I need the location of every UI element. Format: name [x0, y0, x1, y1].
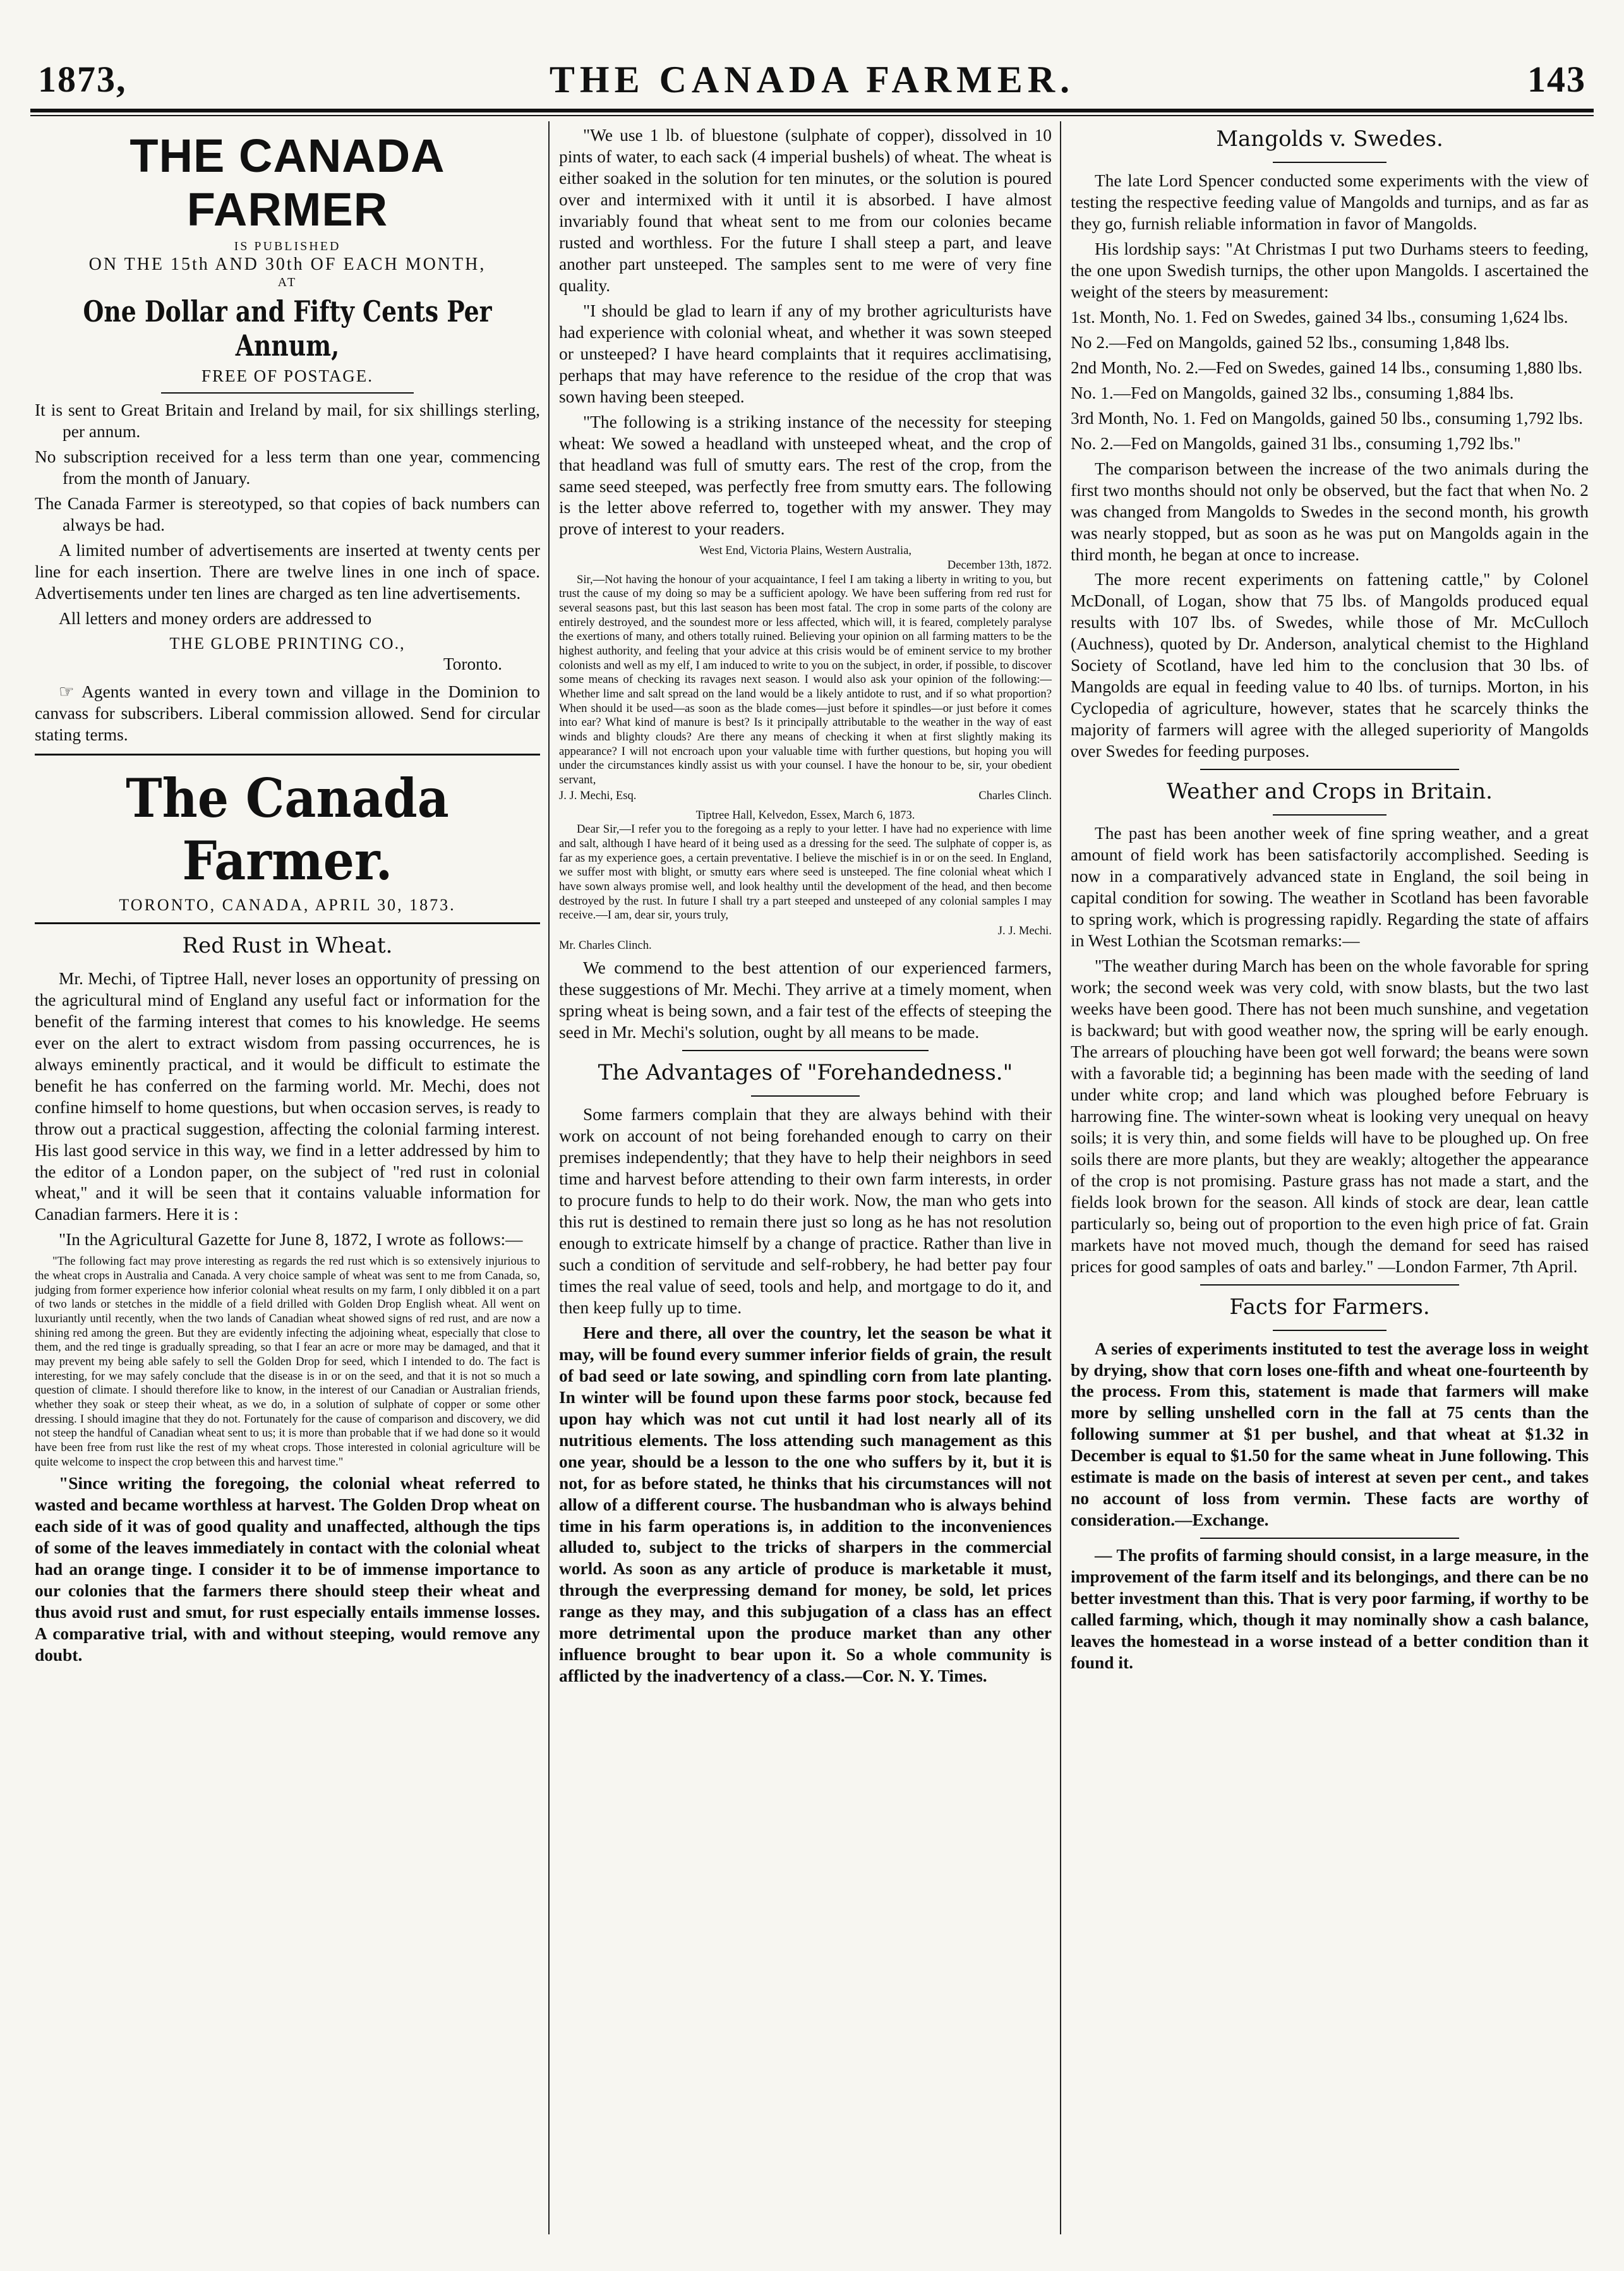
article-body — [35, 968, 540, 1251]
article-paragraph: Mr. Mechi, of Tiptree Hall, never loses an opportunity of pressing on the agricultural mind of England any useful fact or information for the benefit of the farming interest that comes to his knowledge. He seems ever on the alert to extract wisdom from passing occurrences, he is always eminently practical, and it would be difficult to estimate the benefit he has conferred on the farming world. Mr. Mechi, does not confine himself to home questions, but when occasion serves, is ready to throw out a practical suggestion, affecting the colonial farming interest. His last good service in this way, we find in a letter addressed by him to the editor of a London paper, on the subject of "red rust in colonial wheat," and it will be seen that it contains valuable information for Canadian farmers. Here it is : — [35, 968, 540, 1224]
article-body — [35, 1473, 540, 1666]
masthead-title: THE CANADA FARMER — [129, 130, 445, 236]
publication-dates: ON THE 15th AND 30th OF EACH MONTH, — [88, 255, 486, 274]
article-paragraph: Some farmers complain that they are always behind with their work on account of not being forehanded enough to carry on their premises independently; that they have to help their neighbors in seed time and harvest before attending to their own farm interests, in order to procure funds to help to do their work. Now, the man who gets into this rut is destined to remain there just so long as he has not resolution enough to extricate himself by a change of practice. Rather than live in such a condition of servitude and self-robbery, he had better pay four times the real value of seed, tools and help, and mortgage to do it, and then keep fully up to time. — [559, 1105, 1052, 1317]
quoted-letter — [35, 1255, 540, 1469]
divider — [1200, 769, 1459, 770]
article-heading: The Advantages of "Forehandedness." — [598, 1060, 1013, 1086]
article-paragraph: The late Lord Spencer conducted some experiments with the view of testing the respective feeding value of Mangolds and turnips, and as far as they go, furnish reliable information in favor of Mangolds. — [1071, 171, 1589, 233]
letter-body: Sir,—Not having the honour of your acquaintance, I feel I am taking a liberty in writing to you, but trust the cause of my doing so may be a sufficient apology. We have been suffering from red rust for several seasons past, but this last season has been most fatal. The crop in some parts of the colony are entirely destroyed, and the soundest more or less affected, which will, it is feared, completely paralyse the exertions of many, and others totally ruined. Believing your opinion on all farming matters to be the highest authority, and feeling that your advice at this crisis would be of eminent service to my brother colonists and well as my elf, I am induced to write to you on the subject, in order, if possible, to discover some means of checking its ravages next season. I would also ask your opinion of the following:—Whether lime and salt spread on the land would be a likely antidote to rust, and if so what proportion? When should it be used—as soon as the blade comes—just before it spindles—or just before it comes into ear? What kind of manure is best? Is it principally attributable to the weather in the way of east winds and blighty clouds? Are there any means of checking it when at first slightly making its appearance? I will not encroach upon your valuable time with further questions, but hoping you will under the circumstances kindly assist us with your counsel. I have the honour to be, sir, your obedient servant, — [559, 572, 1052, 787]
trial-line: No. 2.—Fed on Mangolds, gained 31 lbs., consuming 1,792 lbs." — [1071, 433, 1521, 453]
trial-line: 2nd Month, No. 2.—Fed on Swedes, gained 14 lbs., consuming 1,880 lbs. — [1071, 358, 1583, 377]
article-body — [1071, 1545, 1589, 1674]
header-rule-thin — [30, 115, 1594, 116]
article-paragraph: "The weather during March has been on the whole favorable for spring work; the second week was very cold, with snow blasts, but the two last weeks have been good. There has not been much sunshine, and vegetation is backward; but with good weather now, the spring will be early enough. The arrears of plouching have been got well forward; the beans were sown with a favorable tid; a beginning has been made with the seeding of land under white crop; and land which was ploughed before February is harrowing fine. The winter-sown wheat is looking very unequal on heavy soils; it is very thin, and some fields will have to be ploughed up. On free soils there are more plants, but they are weakly; altogether the appearance of the crop is not promising. Pasture grass has not made a start, and the fields look brown for the season. All kinds of stock are dear, lean cattle particularly so, being out of proportion to the even high price of fat. Grain markets have not moved much, though the demand for seed has raised prices for good samples of oats and barley." —London Farmer, 7th April. — [1071, 956, 1589, 1276]
article-paragraph: — The profits of farming should consist, in a large measure, in the improvement of the farm itself and its belongings, and there can be no better investment than this. That is very poor farming, if worthy to be called farming, which, though it may nominally show a cash balance, leaves the homestead in a worse instead of a better condition than it found it. — [1071, 1546, 1589, 1673]
article-body — [1071, 1339, 1589, 1532]
letter-signature-row — [559, 789, 1052, 804]
published-line: IS PUBLISHED — [234, 239, 341, 253]
divider — [1200, 1538, 1459, 1539]
issue-dateline: TORONTO, CANADA, APRIL 30, 1873. — [119, 895, 456, 914]
article-body — [559, 958, 1052, 1044]
running-head-page-number: 143 — [1527, 59, 1586, 100]
publisher-name: THE GLOBE PRINTING CO., — [169, 634, 406, 653]
letter-addressee: J. J. Mechi, Esq. — [559, 788, 637, 802]
article-body — [1071, 823, 1589, 1277]
subscription-price: One Dollar and Fifty Cents Per Annum, — [83, 294, 492, 363]
trial-line: 3rd Month, No. 1. Fed on Mangolds, gained 50 lbs., consuming 1,792 lbs. — [1071, 408, 1584, 428]
running-head-year: 1873, — [38, 59, 127, 100]
divider — [1273, 814, 1386, 816]
trial-line: No 2.—Fed on Mangolds, gained 52 lbs., consuming 1,848 lbs. — [1071, 332, 1510, 352]
article-heading: Mangolds v. Swedes. — [1216, 126, 1443, 152]
column-middle — [559, 125, 1052, 2232]
divider — [682, 1050, 929, 1051]
article-body — [559, 1104, 1052, 1687]
quote-paragraph: "The following fact may prove interesting as regards the red rust which is so extensively injurious to the wheat crops in Australia and Canada. A very choice sample of wheat was sent to me from Canada, so, judging from former experience how inferior colonial wheat results on my farm, I only dibbled it on a part of two lands or stetches in the middle of a field drilled with Golden Drop English wheat. All went on luxuriantly until recently, when the two lands of Canadian wheat showed signs of red rust, and are now a shining red among the green. But they are evidently infecting the adjoining wheat, especially that close to them, and the red tinge is gradually spreading, so that I fear an acre or more may be damaged, and that it may prevent my being able safely to sell the Golden Drop for seed, which I intended to do. The fact is interesting, for we may safely conclude that the disease is in or on the seed, and that it is not so much a question of climate. I should therefore like to know, in the interest of our Canadian or Australian friends, whether they soak or steep their wheat, as we do, in a solution of sulphate of copper or some other dressing. I should imagine that they do not. Fortunately for the cause of comparison and discovery, we did not steep the handful of Canadian wheat sent to us; it is more than probable that if we had done so it would have been free from rust like the rest of my wheat crops. Those interested in colonial agriculture will be quite welcome to inspect the crop between this and harvest time." — [35, 1255, 540, 1469]
at-line: AT — [277, 275, 298, 289]
article-paragraph: The past has been another week of fine spring weather, and a great amount of field work has been satisfactorily accomplished. Seeding is now in a comparatively advanced state in England, the soil being in capital condition for sowing. The weather in Scotland has been favorable to spring work, which is progressing rapidly. Regarding the state of affairs in West Lothian the Scotsman remarks:— — [1071, 824, 1589, 951]
terms-paragraph: It is sent to Great Britain and Ireland by mail, for six shillings sterling, per annum. — [35, 401, 540, 441]
advertising-paragraph: A limited number of advertisements are inserted at twenty cents per line for each insertion. There are twelve lines in one inch of space. Advertisements under ten lines are charged as ten line advertisements. — [35, 540, 540, 603]
letter-signature: Charles Clinch. — [978, 788, 1052, 802]
article-heading: Weather and Crops in Britain. — [1166, 779, 1493, 805]
article-heading: Facts for Farmers. — [1229, 1294, 1430, 1320]
free-postage: FREE OF POSTAGE. — [201, 366, 374, 385]
article-paragraph: The more recent experiments on fattening cattle," by Colonel McDonall, of Logan, show that 75 lbs. of Mangolds produced equal results with 107 lbs. of Swedes, while those of Mr. McCulloch (Auchness), quoted by Dr. Anderson, analytical chemist to the Highland Society of Scotland, have led him to the conclusion that 30 lbs. of Mangolds are equal in feeding value to 40 lbs. of turnips. Morton, in his Cyclopedia of agriculture, however, states that he scarcely thinks the majority of farmers will agree with the alleged superiority of Mangolds over Swedes for feeding purposes. — [1071, 570, 1589, 761]
agents-notice: ☞ Agents wanted in every town and village in the Dominion to canvass for subscribers. Liberal commission allowed. Send for circular stating terms. — [35, 682, 540, 744]
article-paragraph: "Since writing the foregoing, the colonial wheat referred to wasted and became worthless at harvest. The Golden Drop wheat on each side of it was of good quality and unaffected, although the tips of some of the leaves immediately in contact with the colonial wheat had an orange tinge. I consider it to be of immense importance to our colonies that the farmers there should steep their wheat and thus avoid rust and smut, for rust especially entails immense losses. A comparative trial, with and without steeping, would remove any doubt. — [35, 1474, 540, 1665]
trial-line: 1st. Month, No. 1. Fed on Swedes, gained 34 lbs., consuming 1,624 lbs. — [1071, 307, 1568, 327]
column-left — [35, 125, 540, 2232]
reply-addressee: Mr. Charles Clinch. — [559, 938, 652, 952]
terms-paragraph: The Canada Farmer is stereotyped, so that copies of back numbers can always be had. — [35, 493, 540, 534]
divider — [1273, 162, 1386, 163]
divider — [35, 922, 540, 924]
terms-paragraph: No subscription received for a less term than one year, commencing from the month of January. — [35, 447, 540, 488]
article-paragraph: "In the Agricultural Gazette for June 8, 1872, I wrote as follows:— — [59, 1230, 523, 1250]
trial-line: No. 1.—Fed on Mangolds, gained 32 lbs., consuming 1,884 lbs. — [1071, 383, 1514, 402]
address-paragraph: All letters and money orders are addressed to — [59, 608, 372, 628]
article-body — [1071, 171, 1589, 762]
article-heading: Red Rust in Wheat. — [182, 932, 393, 958]
divider — [1273, 1330, 1386, 1331]
article-paragraph: We commend to the best attention of our experienced farmers, these suggestions of Mr. Mechi. They arrive at a timely moment, when spring wheat is being sown, and a fair test of the effects of steeping the seed in Mr. Mechi's solution, ought by all means to be made. — [559, 958, 1052, 1042]
reply-heading: Tiptree Hall, Kelvedon, Essex, March 6, 1873. — [695, 808, 915, 822]
column-right — [1071, 125, 1589, 2232]
gothic-title: The Canada Farmer. — [126, 766, 449, 892]
article-paragraph: His lordship says: "At Christmas I put two Durhams steers to feeding, the one upon Swedish turnips, the other upon Mangolds. I ascertained the weight of the steers by measurement: — [1071, 239, 1589, 301]
article-paragraph: "I should be glad to learn if any of my brother agriculturists have had experience with colonial wheat, and whether it was sown steeped or unsteeped? I have heard complaints that it requires acclimatising, perhaps that may have reference to the residue of the crop that was sown having been steeped. — [559, 301, 1052, 406]
article-continuation — [559, 125, 1052, 540]
running-head-title: THE CANADA FARMER. — [549, 59, 1075, 100]
article-paragraph: Here and there, all over the country, let the season be what it may, will be found every summer inferior fields of grain, the result of bad seed or late sowing, and spindling corn from late planting. In winter will be found upon these farms poor stock, because fed upon hay which was not cut until it had lost nearly all of its nutritious elements. The loss attending such management as this one year, should be a lesson to the one who suffers by it, but it is not, for as before stated, he thinks that his circumstances will not allow of a different course. The husbandman who is always behind time in his farm operations is, in addition to the inconveniences alluded to, subject to the tricks of sharpers in the commercial world. As soon as any article of produce is marketable it must, through the everpressing demand for money, be sold, let prices range as they may, and this subjugation of a class has an effect more detrimental upon the produce market than any other influence brought to bear upon it. So a whole community is afflicted by the inadvertency of a class.—Cor. N. Y. Times. — [559, 1323, 1052, 1686]
article-paragraph: "We use 1 lb. of bluestone (sulphate of copper), dissolved in 10 pints of water, to each sack (4 imperial bushels) of wheat. The wheat is either soaked in the solution for ten minutes, or the solution is poured over and intermixed with it until it is absorbed. I have almost invariably found that wheat sent to me from our colonies became rusted and worthless. For the future I shall steep a part, and leave another part unsteeped. The samples sent to me were of very fine quality. — [559, 126, 1052, 295]
column-rule — [548, 121, 550, 2234]
reply-signature: J. J. Mechi. — [997, 924, 1052, 937]
letter-heading: West End, Victoria Plains, Western Australia, — [699, 544, 912, 558]
divider — [35, 754, 540, 756]
reply-body: Dear Sir,—I refer you to the foregoing as a reply to your letter. I have had no experience with lime and salt, although I have heard of it being used as a dressing for the seed. The sulphate of copper is, as far as my experience goes, a certain preventative. I believe the mischief is in or on the seed. In England, we suffer most with blight, or smutty ears where seed is unsteeped. The fine colonial wheat which I have sown always promise well, and look healthy until the development of the head, and then become destroyed by the rust. In future I shall try a part steeped and unsteeped of any colonial samples I may receive.—I am, dear sir, yours truly, — [559, 822, 1052, 922]
publisher-city: Toronto. — [443, 654, 502, 673]
article-paragraph: "The following is a striking instance of the necessity for steeping wheat: We sowed a headland with unsteeped wheat, and the crop of that headland was full of smutty ears. The rest of the crop, from the same seed steeped, was perfectly free from smutty ears. The following is the letter above referred to, together with my answer. They may prove of interest to your readers. — [559, 412, 1052, 539]
subscription-terms — [35, 400, 540, 746]
divider — [1200, 1284, 1459, 1286]
article-paragraph: The comparison between the increase of the two animals during the first two months should not only be observed, but the fact that when No. 2 was changed from Mangolds to Swedes in the second month, his growth was nearly stopped, but as soon as he was put on Mangolds again in the third month, he began at once to increase. — [1071, 459, 1589, 564]
divider — [161, 392, 414, 394]
article-paragraph: A series of experiments instituted to test the average loss in weight by drying, show that corn loses one-fifth and wheat one-fourteenth by the process. From this, statement is made that farmers will make more by selling unshelled corn in the fall at 75 cents than the following summer at $1 per bushel, and that wheat at $1.32 in December is equal to $1.50 for the same wheat in June following. This estimate is made on the basis of interest at seven per cent., and takes no account of loss from vermin. These facts are worthy of consideration.—Exchange. — [1071, 1339, 1589, 1530]
column-rule — [1060, 121, 1061, 2234]
australian-letter — [559, 544, 1052, 953]
header-rule — [30, 109, 1594, 112]
divider — [751, 1095, 860, 1097]
letter-date: December 13th, 1872. — [947, 558, 1052, 572]
